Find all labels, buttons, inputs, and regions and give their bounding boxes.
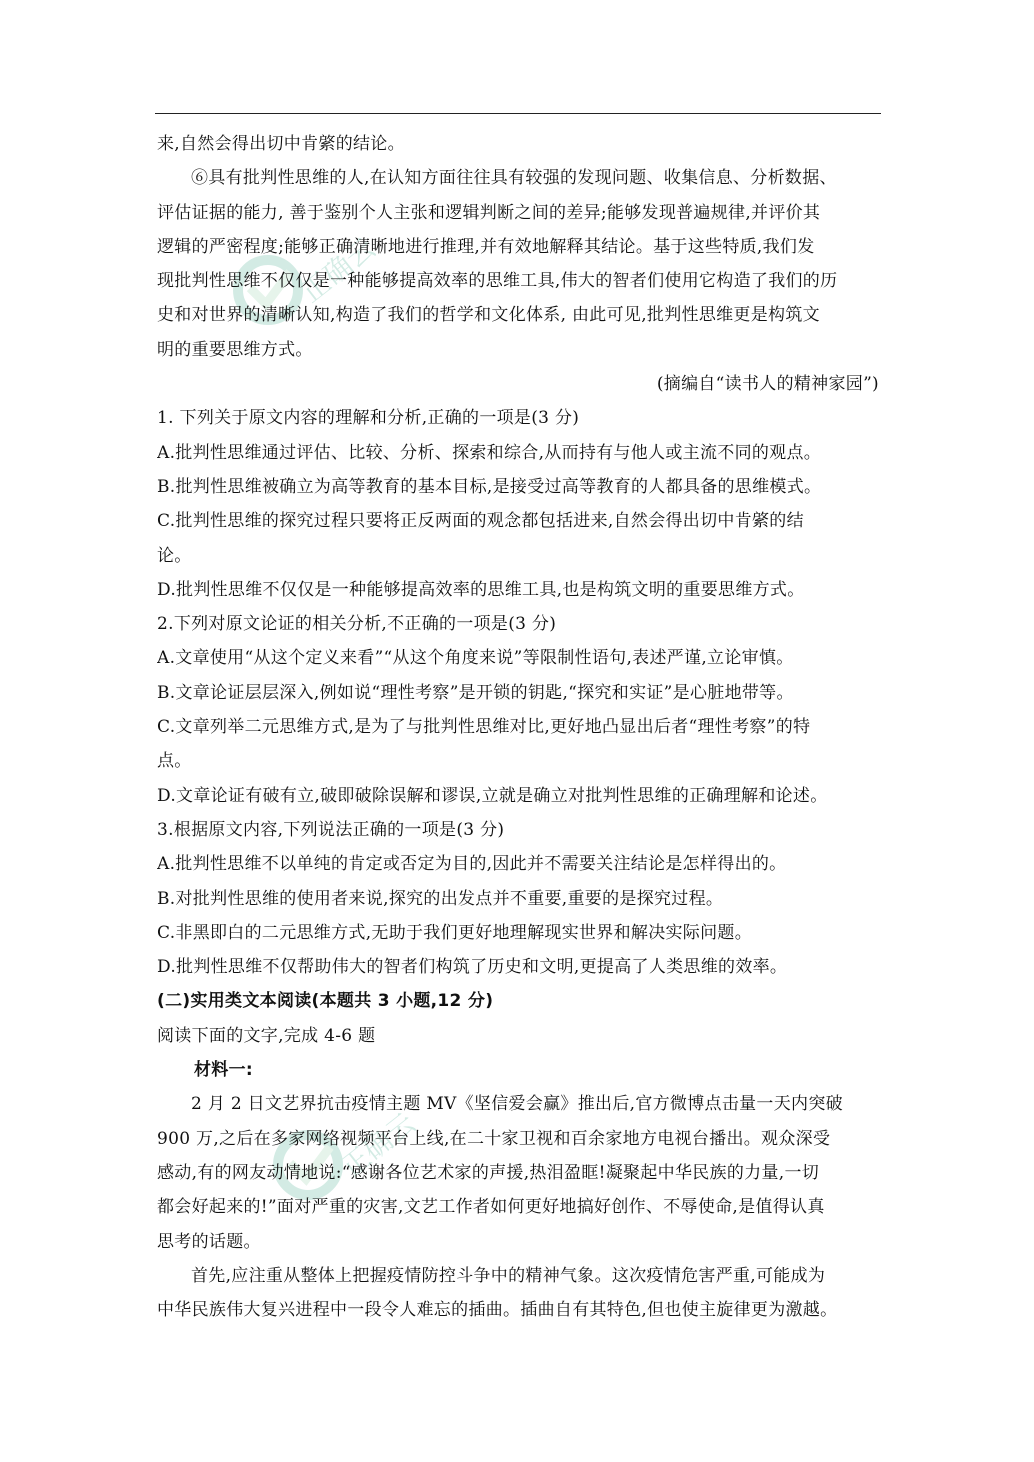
- passage-line: 中华民族伟大复兴进程中一段令人难忘的插曲。插曲自有其特色,但也使主旋律更为激越。: [157, 1300, 838, 1321]
- material-paragraph-1: [157, 1087, 883, 1258]
- option-c-continued: 论。: [157, 545, 192, 566]
- passage-line: 逻辑的严密程度;能够正确清晰地进行推理,并有效地解释其结论。基于这些特质,我们发: [157, 236, 815, 257]
- option-a: A.文章使用“从这个定义来看”“从这个角度来说”等限制性语句,表述严谨,立论审慎。: [157, 648, 794, 669]
- watermark-text: 正确云: [334, 1106, 422, 1185]
- material-label: 材料一:: [194, 1060, 253, 1081]
- question-2: [157, 607, 883, 813]
- question-stem: 3.根据原文内容,下列说法正确的一项是(3 分): [157, 819, 505, 840]
- material-paragraph-2: [157, 1259, 883, 1328]
- passage-line: 900 万,之后在多家网络视频平台上线,在二十家卫视和百余家地方电视台播出。观众深受: [157, 1128, 831, 1149]
- watermark-text: 正确云: [294, 231, 382, 310]
- header-rule: [155, 113, 881, 114]
- question-stem: 1. 下列关于原文内容的理解和分析,正确的一项是(3 分): [157, 408, 580, 429]
- question-3: [157, 813, 883, 984]
- passage-line: 思考的话题。: [157, 1231, 261, 1252]
- section-instruction: 阅读下面的文字,完成 4-6 题: [157, 1025, 376, 1046]
- passage-line: 首先,应注重从整体上把握疫情防控斗争中的精神气象。这次疫情危害严重,可能成为: [191, 1265, 826, 1286]
- option-c: C.非黑即白的二元思维方式,无助于我们更好地理解现实世界和解决实际问题。: [157, 922, 753, 943]
- option-d: D.批判性思维不仅仅是一种能够提高效率的思维工具,也是构筑文明的重要思维方式。: [157, 579, 805, 600]
- passage-line: ⑥具有批判性思维的人,在认知方面往往具有较强的发现问题、收集信息、分析数据、: [191, 168, 837, 189]
- option-a: A.批判性思维通过评估、比较、分析、探索和综合,从而持有与他人或主流不同的观点。: [157, 442, 822, 463]
- passage-line: 现批判性思维不仅仅是一种能够提高效率的思维工具,伟大的智者们使用它构造了我们的历: [157, 271, 838, 292]
- passage-line: 史和对世界的清晰认知,构造了我们的哲学和文化体系, 由此可见,批判性思维更是构筑文: [157, 305, 820, 326]
- option-c: C.文章列举二元思维方式,是为了与批判性思维对比,更好地凸显出后者“理性考察”的特: [157, 717, 811, 738]
- source-citation: (摘编自“读书人的精神家园”): [656, 374, 879, 395]
- page-body: [157, 127, 883, 1327]
- option-c: C.批判性思维的探究过程只要将正反两面的观念都包括进来,自然会得出切中肯綮的结: [157, 511, 804, 532]
- question-stem: 2.下列对原文论证的相关分析,不正确的一项是(3 分): [157, 614, 557, 635]
- question-1: [157, 401, 883, 607]
- passage-line: 都会好起来的!”面对严重的灾害,文艺工作者如何更好地搞好创作、不辱使命,是值得认真: [157, 1197, 825, 1218]
- option-a: A.批判性思维不以单纯的肯定或否定为目的,因此并不需要关注结论是怎样得出的。: [157, 854, 787, 875]
- paragraph-6: [157, 161, 883, 367]
- passage-line: 2 月 2 日文艺界抗击疫情主题 MV《坚信爱会赢》推出后,官方微博点击量一天内突破: [191, 1094, 843, 1115]
- passage-line: 评估证据的能力, 善于鉴别个人主张和逻辑判断之间的差异;能够发现普遍规律,并评价其: [157, 202, 821, 223]
- passage-line: 来,自然会得出切中肯綮的结论。: [157, 134, 405, 154]
- passage-line: 明的重要思维方式。: [157, 339, 313, 360]
- section-heading: (二)实用类文本阅读(本题共 3 小题,12 分): [157, 991, 494, 1012]
- passage-line: 感动,有的网友动情地说:“感谢各位艺术家的声援,热泪盈眶!凝聚起中华民族的力量,一切: [157, 1162, 820, 1183]
- option-d: D.批判性思维不仅帮助伟大的智者们构筑了历史和文明,更提高了人类思维的效率。: [157, 957, 788, 978]
- option-c-continued: 点。: [157, 751, 192, 772]
- option-b: B.对批判性思维的使用者来说,探究的出发点并不重要,重要的是探究过程。: [157, 888, 724, 909]
- option-b: B.文章论证层层深入,例如说“理性考察”是开锁的钥匙,“探究和实证”是心脏地带等。: [157, 682, 794, 703]
- option-b: B.批判性思维被确立为高等教育的基本目标,是接受过高等教育的人都具备的思维模式。: [157, 476, 822, 497]
- option-d: D.文章论证有破有立,破即破除误解和谬误,立就是确立对批判性思维的正确理解和论述。: [157, 785, 828, 806]
